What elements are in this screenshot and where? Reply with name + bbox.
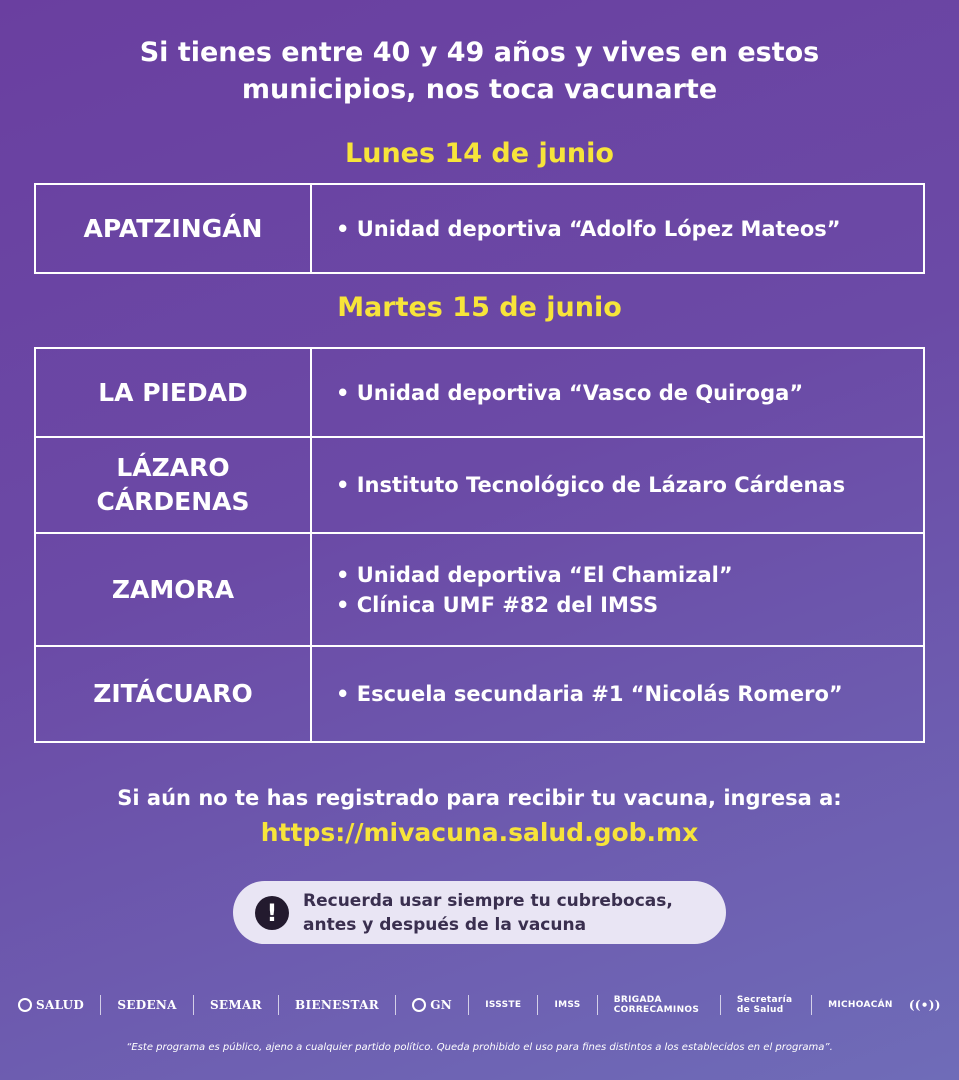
venue-list	[311, 533, 924, 646]
table-row	[35, 437, 924, 533]
michoacan-logo: MICHOACÁN	[828, 1000, 893, 1010]
divider	[811, 995, 812, 1015]
divider	[395, 995, 396, 1015]
municipality-name: ZITÁCUARO	[35, 646, 311, 742]
divider	[193, 995, 194, 1015]
reminder-line-1: Recuerda usar siempre tu cubrebocas,	[303, 890, 673, 911]
venue-item: • Unidad deportiva “Adolfo López Mateos”	[336, 214, 899, 244]
venue-item: • Clínica UMF #82 del IMSS	[336, 590, 899, 620]
schedule-table-tuesday	[34, 347, 925, 743]
table-row	[35, 646, 924, 742]
salud-emblem-icon	[18, 998, 32, 1012]
secretaria-salud-logo: Secretaría de Salud	[736, 995, 793, 1015]
day-label-monday: Lunes 14 de junio	[345, 138, 614, 169]
registration-link[interactable]: https://mivacuna.salud.gob.mx	[260, 818, 699, 847]
venue-item: • Instituto Tecnológico de Lázaro Cárdenas	[336, 470, 899, 500]
divider	[597, 995, 598, 1015]
brigada-correcaminos-logo: BRIGADA CORRECAMINOS	[613, 995, 700, 1015]
venue-item: • Unidad deportiva “El Chamizal”	[336, 560, 899, 590]
venue-item: • Unidad deportiva “Vasco de Quiroga”	[336, 378, 899, 408]
venue-list	[311, 646, 924, 742]
venue-item: • Escuela secundaria #1 “Nicolás Romero”	[336, 679, 899, 709]
table-row	[35, 348, 924, 437]
bienestar-logo: BIENESTAR	[295, 998, 379, 1012]
semar-logo: SEMAR	[209, 998, 262, 1012]
table-row	[35, 533, 924, 646]
legal-disclaimer: “Este programa es público, ajeno a cualquier partido político. Queda prohibido el uso para fines distintos a los establecidos en el programa”.	[126, 1042, 833, 1053]
divider	[720, 995, 721, 1015]
divider	[100, 995, 101, 1015]
imss-logo: IMSS	[554, 1000, 581, 1010]
venue-list	[311, 184, 924, 273]
divider	[468, 995, 469, 1015]
venue-list	[311, 348, 924, 437]
reminder-line-2: antes y después de la vacuna	[303, 914, 587, 935]
divider	[537, 995, 538, 1015]
mask-reminder-pill	[233, 881, 726, 944]
salud-logo: SALUD	[18, 998, 84, 1012]
municipality-name: LÁZARO CÁRDENAS	[35, 437, 311, 533]
gn-emblem-icon	[412, 998, 426, 1012]
sedena-logo: SEDENA	[117, 998, 177, 1012]
municipality-name: APATZINGÁN	[35, 184, 311, 273]
issste-logo: ISSSTE	[485, 1000, 522, 1010]
exclamation-icon: !	[255, 896, 289, 930]
register-prompt: Si aún no te has registrado para recibir tu vacuna, ingresa a:	[117, 786, 842, 810]
gn-logo: GN	[412, 998, 452, 1012]
table-row	[35, 184, 924, 273]
broadcast-icon: ((•))	[908, 998, 941, 1012]
schedule-table-monday	[34, 183, 925, 274]
divider	[278, 995, 279, 1015]
sponsor-logos-bar	[18, 988, 941, 1022]
venue-list	[311, 437, 924, 533]
municipality-name: LA PIEDAD	[35, 348, 311, 437]
day-label-tuesday: Martes 15 de junio	[337, 292, 622, 323]
headline: Si tienes entre 40 y 49 años y vives en estos municipios, nos toca vacunarte	[139, 37, 820, 105]
municipality-name: ZAMORA	[35, 533, 311, 646]
